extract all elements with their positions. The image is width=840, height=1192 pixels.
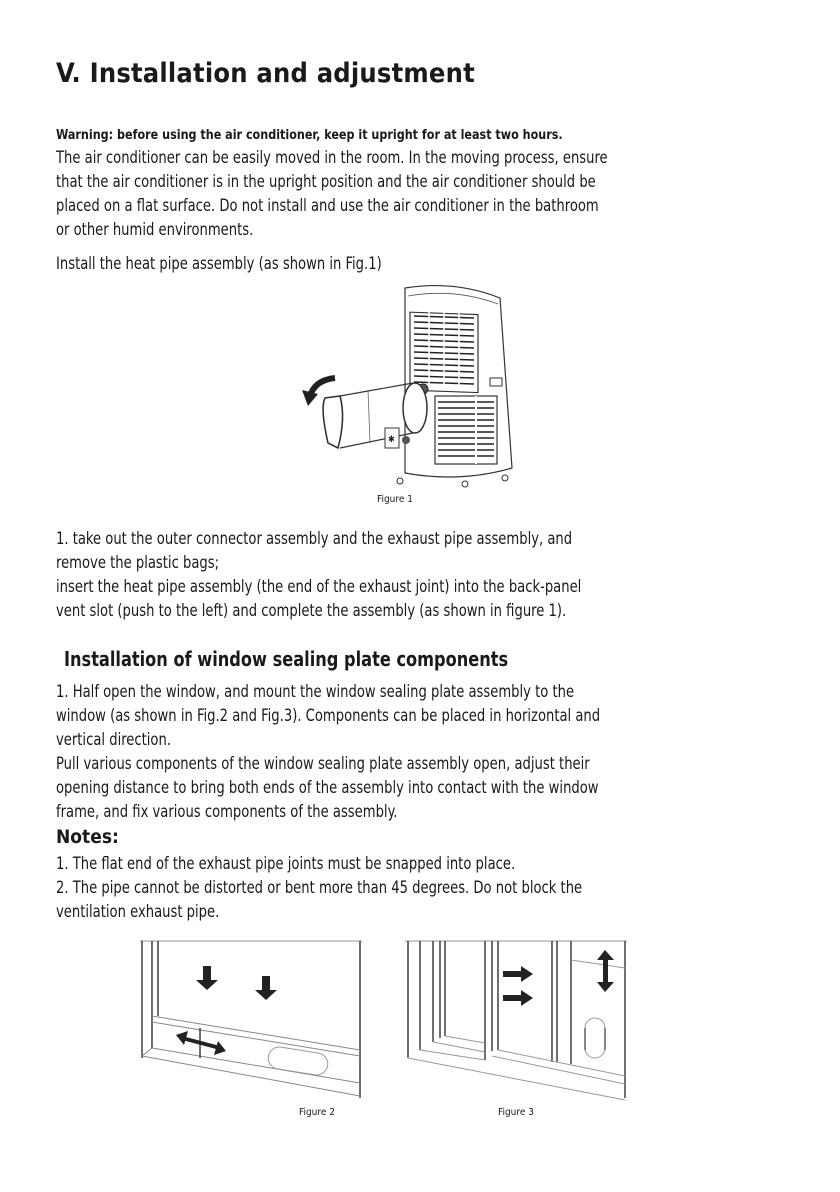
step1-line: 1. take out the outer connector assembly and the exhaust pipe assembly, and bbox=[56, 529, 573, 549]
step1-paragraph bbox=[56, 527, 581, 623]
install-heat-pipe-text: Install the heat pipe assembly (as shown in Fig.1) bbox=[56, 254, 382, 274]
notes-list bbox=[56, 852, 582, 924]
figure-1-ac-unit-illustration bbox=[290, 278, 540, 493]
note-item: 2. The pipe cannot be distorted or bent more than 45 degrees. Do not block the bbox=[56, 878, 583, 898]
window-line: opening distance to bring both ends of the assembly into contact with the window bbox=[56, 778, 599, 798]
step1-line: vent slot (push to the left) and complete the assembly (as shown in figure 1). bbox=[56, 601, 567, 621]
intro-paragraph bbox=[56, 146, 608, 242]
window-line: Pull various components of the window sealing plate assembly open, adjust their bbox=[56, 754, 590, 774]
notes-heading: Notes: bbox=[56, 826, 119, 848]
window-line: vertical direction. bbox=[56, 730, 171, 750]
step1-line: insert the heat pipe assembly (the end of the exhaust joint) into the back-panel bbox=[56, 577, 582, 597]
window-line: 1. Half open the window, and mount the window sealing plate assembly to the bbox=[56, 682, 575, 702]
window-line: frame, and fix various components of the assembly. bbox=[56, 802, 398, 822]
figure-3-window-vertical-illustration bbox=[405, 938, 630, 1103]
section-title: V. Installation and adjustment bbox=[56, 58, 475, 89]
svg-text:✱: ✱ bbox=[388, 435, 395, 445]
window-sealing-heading: Installation of window sealing plate components bbox=[64, 647, 509, 671]
warning-text: Warning: before using the air conditioner, keep it upright for at least two hours. bbox=[56, 127, 563, 143]
intro-line: or other humid environments. bbox=[56, 220, 254, 240]
window-paragraph bbox=[56, 680, 600, 824]
step1-line: remove the plastic bags; bbox=[56, 553, 220, 573]
note-item: 1. The flat end of the exhaust pipe joints must be snapped into place. bbox=[56, 854, 516, 874]
figure-2-caption: Figure 2 bbox=[299, 1107, 335, 1118]
intro-line: that the air conditioner is in the upright position and the air conditioner should be bbox=[56, 172, 596, 192]
intro-line: The air conditioner can be easily moved in the room. In the moving process, ensure bbox=[56, 148, 608, 168]
intro-line: placed on a flat surface. Do not install and use the air conditioner in the bathroom bbox=[56, 196, 599, 216]
window-line: window (as shown in Fig.2 and Fig.3). Components can be placed in horizontal and bbox=[56, 706, 601, 726]
note-item: ventilation exhaust pipe. bbox=[56, 902, 220, 922]
figure-1-caption: Figure 1 bbox=[377, 494, 413, 505]
figure-2-window-horizontal-illustration bbox=[140, 938, 365, 1103]
figure-3-caption: Figure 3 bbox=[498, 1107, 534, 1118]
